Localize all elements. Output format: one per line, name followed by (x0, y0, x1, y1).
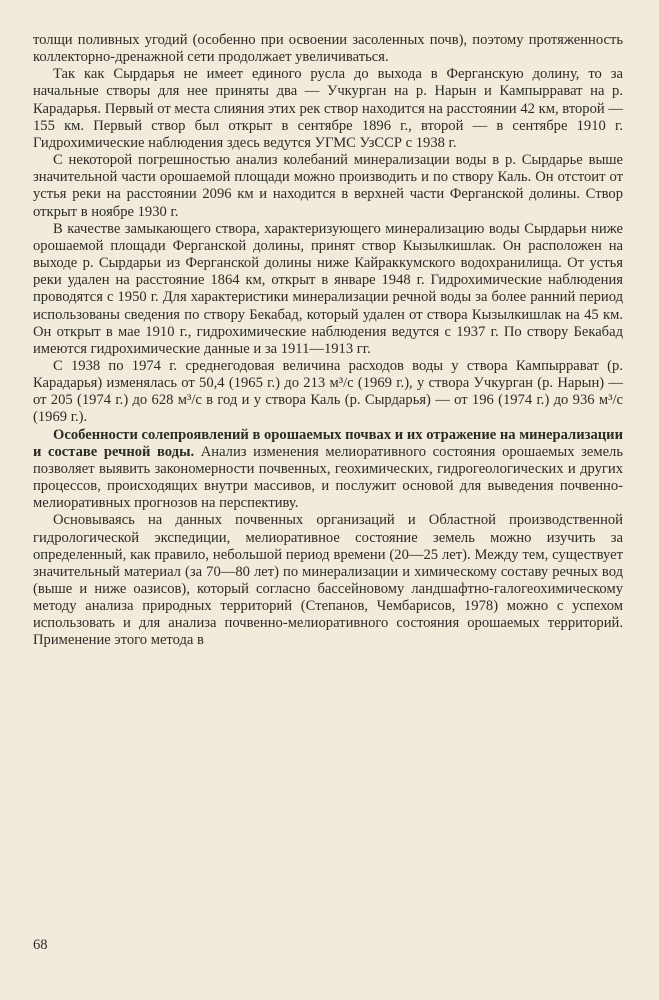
body-text (33, 32, 623, 650)
section-paragraph-text: Анализ изменения мелиоративного состояния орошаемых земель позволяет выявить закономерности почвенных, геохимических, гидрогеологических и других процессов, происходящих внутри массивов, и послужит основой для выведения почвенно-мелиоративных прогнозов на перспективу. (33, 443, 623, 512)
paragraph-initial-gauges: Так как Сырдарья не имеет единого русла до выхода в Ферганскую долину, то за начальные створы для нее приняты два — Учкурган на р. Нарын и Кампыррават на р. Карадарья. Первый от места слияния этих рек створ находится на расстоянии 42 км, второй —155 км. Первый створ был открыт в сентябре 1896 г., второй — в сентябре 1910 г. Гидрохимические наблюдения здесь ведутся УГМС УзССР с 1938 г. (33, 66, 623, 151)
paragraph-section-start (33, 427, 623, 513)
paragraph-kal-gauge: С некоторой погрешностью анализ колебаний минерализации воды в р. Сырдарье выше значительной части орошаемой площади можно производить и по створу Каль. Он отстоит от устья реки на расстоянии 2096 км и находится в верхней части Ферганской долины. Створ открыт в ноябре 1930 г. (33, 152, 623, 220)
paragraph-continuation: толщи поливных угодий (особенно при освоении засоленных почв), поэтому протяженность коллекторно-дренажной сети продолжает увеличиваться. (33, 32, 623, 66)
section-run-in-heading: Особенности солепроявлений в орошаемых почвах и их отражение на минерализации и составе речной воды. (33, 426, 623, 460)
page-number: 68 (33, 937, 48, 953)
paragraph-discharge: С 1938 по 1974 г. среднегодовая величина расходов воды у створа Кампыррават (р. Карадарья) изменялась от 50,4 (1965 г.) до 213 м³/с (1969 г.), у створа Учкурган (р. Нарын) — от 205 (1974 г.) до 628 м³/с в год и у створа Каль (р. Сырдарья) — от 196 (1974 г.) до 936 м³/с (1969 г.). (33, 357, 623, 426)
paragraph-method: Основываясь на данных почвенных организаций и Областной производственной гидрологической экспедиции, мелиоративное состояние земель можно изучить за определенный, как правило, небольшой период времени (20—25 лет). Между тем, существует значительный материал (за 70—80 лет) по минерализации и химическому составу речных вод (выше и ниже оазисов), который согласно бассейновому ландшафтно-галогеохимическому методу анализа природных территорий (Степанов, Чембарисов, 1978) можно с успехом использовать и для анализа почвенно-мелиоративного состояния орошаемых территорий. Применение этого метода в (33, 512, 623, 649)
paragraph-closing-gauge: В качестве замыкающего створа, характеризующего минерализацию воды Сырдарьи ниже орошаемой площади Ферганской долины, принят створ Кызылкишлак. Он расположен на выходе р. Сырдарьи из Ферганской долины ниже Кайраккумского водохранилища. От устья реки удален на расстояние 1864 км, открыт в январе 1948 г. Гидрохимические наблюдения проводятся с 1950 г. Для характеристики минерализации речной воды за более ранний период использованы сведения по створу Бекабад, который удален от створа Кызылкишлак на 45 км. Он открыт в мае 1910 г., гидрохимические наблюдения ведутся с 1937 г. По створу Бекабад имеются гидрохимические данные и за 1911—1913 гг. (33, 220, 623, 357)
